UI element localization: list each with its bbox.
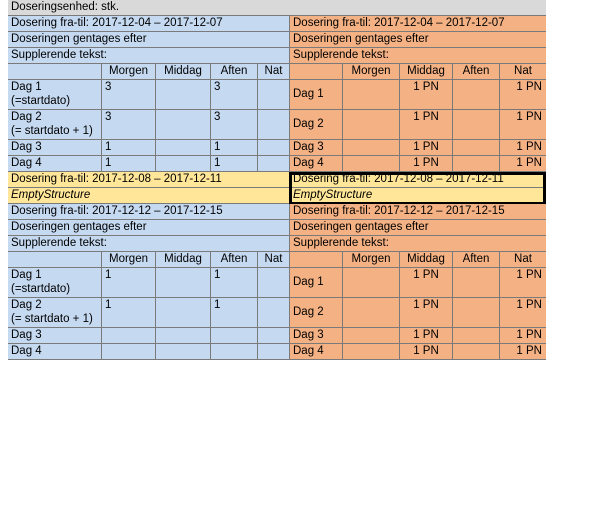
period-supp-row (8, 236, 546, 252)
left-header-aften: Aften (210, 252, 257, 267)
day-name: Dag 3 (11, 329, 42, 341)
period-supp-row (8, 48, 546, 64)
right-day-label: Dag 2 (289, 298, 342, 327)
right-day-label: Dag 3 (289, 140, 342, 155)
left-range: Dosering fra-til: 2017-12-04 – 2017-12-07 (8, 16, 289, 31)
right-header-nat: Nat (499, 64, 546, 79)
right-nat-value: 1 PN (499, 268, 546, 297)
left-morgen-value: 1 (101, 156, 155, 171)
day-name: Dag 2 (11, 111, 42, 123)
left-aften-value: 3 (210, 110, 257, 139)
day-name: Dag 3 (11, 141, 42, 153)
right-supp: Supplerende tekst: (289, 48, 546, 63)
left-aften-value: 1 (210, 156, 257, 171)
day-name: Dag 4 (11, 157, 42, 169)
left-header-nat: Nat (257, 64, 289, 79)
left-nat-value (257, 110, 289, 139)
right-middag-value: 1 PN (399, 268, 452, 297)
right-repeat: Doseringen gentages efter (289, 32, 546, 47)
left-header-morgen: Morgen (101, 64, 155, 79)
left-aften-value (210, 344, 257, 359)
right-nat-value: 1 PN (499, 110, 546, 139)
right-aften-value (452, 328, 499, 343)
left-day-label (8, 110, 101, 139)
left-header-blank (8, 252, 101, 267)
left-day-label (8, 268, 101, 297)
right-day-label: Dag 1 (289, 268, 342, 297)
left-nat-value (257, 156, 289, 171)
column-header-row (8, 64, 546, 80)
left-nat-value (257, 298, 289, 327)
right-range: Dosering fra-til: 2017-12-08 – 2017-12-11 (289, 172, 546, 187)
left-middag-value (155, 298, 210, 327)
right-header-aften: Aften (452, 64, 499, 79)
left-repeat: Doseringen gentages efter (8, 32, 289, 47)
right-nat-value: 1 PN (499, 298, 546, 327)
left-header-blank (8, 64, 101, 79)
left-range: Dosering fra-til: 2017-12-08 – 2017-12-11 (8, 172, 289, 187)
right-day-label: Dag 3 (289, 328, 342, 343)
left-supp: Supplerende tekst: (8, 236, 289, 251)
day-subtitle: (=startdato) (11, 283, 71, 295)
left-header-nat: Nat (257, 252, 289, 267)
day-row (8, 344, 546, 360)
left-middag-value (155, 80, 210, 109)
right-middag-value: 1 PN (399, 80, 452, 109)
left-header-middag: Middag (155, 252, 210, 267)
left-aften-value: 1 (210, 268, 257, 297)
right-middag-value: 1 PN (399, 344, 452, 359)
unit-row (8, 0, 546, 16)
day-subtitle: (=startdato) (11, 95, 71, 107)
right-header-blank (289, 64, 342, 79)
period-repeat-row (8, 220, 546, 236)
right-morgen-value (342, 268, 399, 297)
left-day-label (8, 344, 101, 359)
left-structure: EmptyStructure (8, 188, 289, 203)
right-header-morgen: Morgen (342, 64, 399, 79)
left-morgen-value: 1 (101, 140, 155, 155)
left-morgen-value: 3 (101, 80, 155, 109)
day-row (8, 298, 546, 328)
left-middag-value (155, 140, 210, 155)
left-aften-value: 1 (210, 298, 257, 327)
day-row (8, 328, 546, 344)
right-middag-value: 1 PN (399, 298, 452, 327)
left-nat-value (257, 80, 289, 109)
period-range-row (8, 204, 546, 220)
right-day-label: Dag 4 (289, 344, 342, 359)
left-morgen-value: 1 (101, 298, 155, 327)
dosage-document (8, 0, 546, 360)
right-day-label: Dag 2 (289, 110, 342, 139)
day-name: Dag 2 (11, 299, 42, 311)
left-morgen-value (101, 328, 155, 343)
right-header-middag: Middag (399, 64, 452, 79)
day-row (8, 156, 546, 172)
left-aften-value: 1 (210, 140, 257, 155)
right-day-label: Dag 1 (289, 80, 342, 109)
period-block-period2 (8, 172, 546, 204)
right-morgen-value (342, 328, 399, 343)
period-repeat-row (8, 32, 546, 48)
day-name: Dag 1 (11, 269, 42, 281)
left-aften-value (210, 328, 257, 343)
right-range: Dosering fra-til: 2017-12-12 – 2017-12-15 (289, 204, 546, 219)
left-nat-value (257, 344, 289, 359)
day-subtitle: (= startdato + 1) (11, 125, 93, 137)
right-structure: EmptyStructure (289, 188, 546, 203)
left-day-label (8, 140, 101, 155)
right-morgen-value (342, 80, 399, 109)
right-morgen-value (342, 156, 399, 171)
day-subtitle: (= startdato + 1) (11, 313, 93, 325)
day-row (8, 80, 546, 110)
period-block-period3 (8, 204, 546, 360)
right-aften-value (452, 110, 499, 139)
right-header-middag: Middag (399, 252, 452, 267)
right-header-nat: Nat (499, 252, 546, 267)
period-block-period1 (8, 16, 546, 172)
right-repeat: Doseringen gentages efter (289, 220, 546, 235)
left-day-label (8, 80, 101, 109)
day-row (8, 110, 546, 140)
left-nat-value (257, 328, 289, 343)
left-morgen-value: 3 (101, 110, 155, 139)
right-nat-value: 1 PN (499, 156, 546, 171)
left-header-morgen: Morgen (101, 252, 155, 267)
unit-line: Doseringsenhed: stk. (8, 0, 546, 15)
column-header-row (8, 252, 546, 268)
right-aften-value (452, 344, 499, 359)
left-morgen-value: 1 (101, 268, 155, 297)
right-morgen-value (342, 298, 399, 327)
left-middag-value (155, 344, 210, 359)
period-range-row (8, 172, 546, 188)
right-middag-value: 1 PN (399, 328, 452, 343)
right-morgen-value (342, 344, 399, 359)
right-aften-value (452, 80, 499, 109)
right-aften-value (452, 298, 499, 327)
period-range-row (8, 16, 546, 32)
right-header-morgen: Morgen (342, 252, 399, 267)
left-supp: Supplerende tekst: (8, 48, 289, 63)
left-header-middag: Middag (155, 64, 210, 79)
periods (8, 16, 546, 360)
left-day-label (8, 328, 101, 343)
day-name: Dag 4 (11, 345, 42, 357)
right-header-aften: Aften (452, 252, 499, 267)
right-day-label: Dag 4 (289, 156, 342, 171)
day-row (8, 268, 546, 298)
right-morgen-value (342, 140, 399, 155)
right-nat-value: 1 PN (499, 140, 546, 155)
left-nat-value (257, 140, 289, 155)
right-middag-value: 1 PN (399, 110, 452, 139)
right-nat-value: 1 PN (499, 344, 546, 359)
right-aften-value (452, 140, 499, 155)
left-middag-value (155, 268, 210, 297)
day-name: Dag 1 (11, 81, 42, 93)
left-repeat: Doseringen gentages efter (8, 220, 289, 235)
right-supp: Supplerende tekst: (289, 236, 546, 251)
left-middag-value (155, 328, 210, 343)
right-nat-value: 1 PN (499, 328, 546, 343)
right-middag-value: 1 PN (399, 140, 452, 155)
left-middag-value (155, 156, 210, 171)
right-morgen-value (342, 110, 399, 139)
right-aften-value (452, 268, 499, 297)
left-range: Dosering fra-til: 2017-12-12 – 2017-12-15 (8, 204, 289, 219)
structure-row (8, 188, 546, 204)
right-nat-value: 1 PN (499, 80, 546, 109)
right-aften-value (452, 156, 499, 171)
left-header-aften: Aften (210, 64, 257, 79)
left-nat-value (257, 268, 289, 297)
left-aften-value: 3 (210, 80, 257, 109)
left-middag-value (155, 110, 210, 139)
left-day-label (8, 298, 101, 327)
right-range: Dosering fra-til: 2017-12-04 – 2017-12-07 (289, 16, 546, 31)
left-morgen-value (101, 344, 155, 359)
right-middag-value: 1 PN (399, 156, 452, 171)
day-row (8, 140, 546, 156)
right-header-blank (289, 252, 342, 267)
left-day-label (8, 156, 101, 171)
